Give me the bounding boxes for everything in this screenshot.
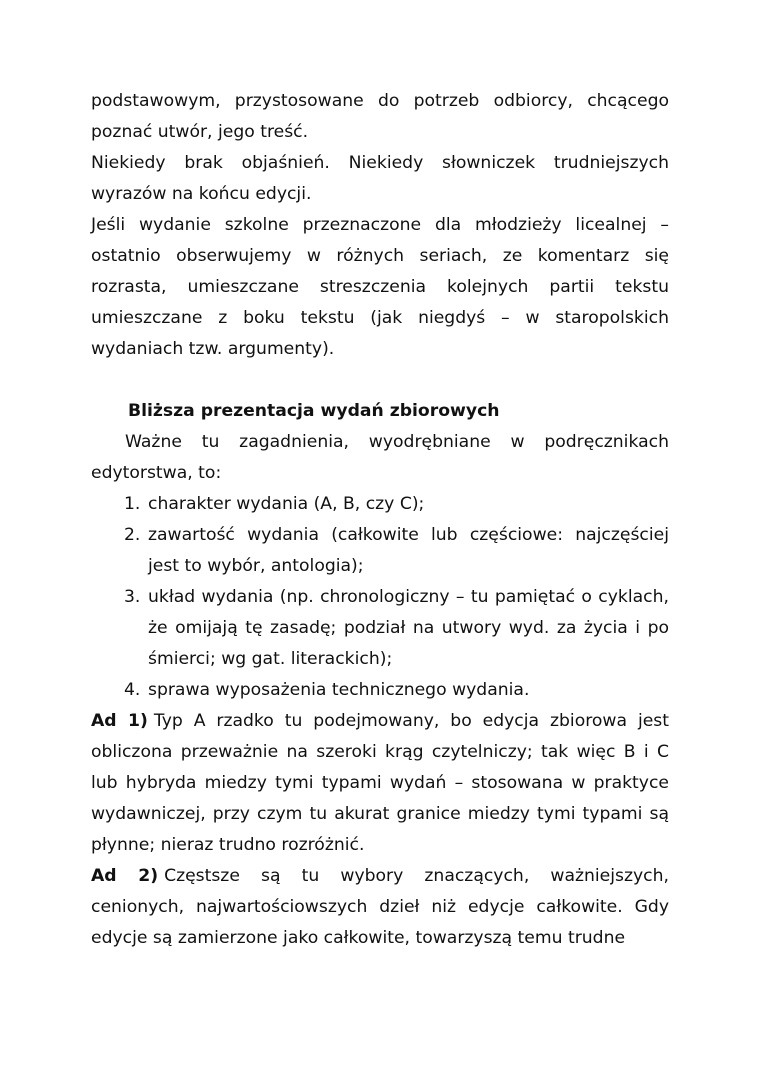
list-item-number: 1. xyxy=(124,494,141,514)
paragraph-explanations: Niekiedy brak objaśnień. Niekiedy słowniczek trudniejszych wyrazów na końcu edycji. xyxy=(91,153,669,204)
document-page xyxy=(91,86,669,954)
list-item xyxy=(91,489,669,520)
list-item-number: 2. xyxy=(124,525,141,545)
paragraph-ad1 xyxy=(91,706,669,861)
list-item-number: 4. xyxy=(124,680,141,700)
paragraph-school-editions: Jeśli wydanie szkolne przeznaczone dla młodzieży licealnej – ostatnio obserwujemy w różnych seriach, ze komentarz się rozrasta, umieszczane streszczenia kolejnych partii tekstu umieszczane z boku tekstu (jak niegdyś – w staropolskich wydaniach tzw. argumenty). xyxy=(91,215,669,359)
ad1-label: Ad 1) xyxy=(91,711,148,731)
list-item-number: 3. xyxy=(124,587,141,607)
ad2-label: Ad 2) xyxy=(91,866,159,886)
section-heading: Bliższa prezentacja wydań zbiorowych xyxy=(128,401,500,421)
ad2-text: Częstsze są tu wybory znaczących, ważniejszych, cenionych, najwartościowszych dzieł niż edycje całkowite. Gdy edycje są zamierzone jako całkowite, towarzyszą temu trudne xyxy=(91,866,669,948)
list-item-text: zawartość wydania (całkowite lub częściowe: najczęściej jest to wybór, antologia); xyxy=(148,525,669,576)
list-item xyxy=(91,675,669,706)
list-item xyxy=(91,520,669,582)
list-item-text: charakter wydania (A, B, czy C); xyxy=(148,494,425,514)
list-item-text: układ wydania (np. chronologiczny – tu pamiętać o cyklach, że omijają tę zasadę; podział na utwory wyd. za życia i po śmierci; wg gat. literackich); xyxy=(148,587,669,669)
ad1-text: Typ A rzadko tu podejmowany, bo edycja zbiorowa jest obliczona przeważnie na szeroki krąg czytelniczy; tak więc B i C lub hybryda miedzy tymi typami wydań – stosowana w praktyce wydawniczej, przy czym tu akurat granice miedzy tymi typami są płynne; nieraz trudno rozróżnić. xyxy=(91,711,669,855)
paragraph-ad2 xyxy=(91,861,669,954)
list-item xyxy=(91,582,669,675)
section-intro: Ważne tu zagadnienia, wyodrębniane w podręcznikach edytorstwa, to: xyxy=(91,432,669,483)
list-item-text: sprawa wyposażenia technicznego wydania. xyxy=(148,680,530,700)
paragraph-continuation: podstawowym, przystosowane do potrzeb odbiorcy, chcącego poznać utwór, jego treść. xyxy=(91,91,669,142)
numbered-list xyxy=(91,489,669,706)
